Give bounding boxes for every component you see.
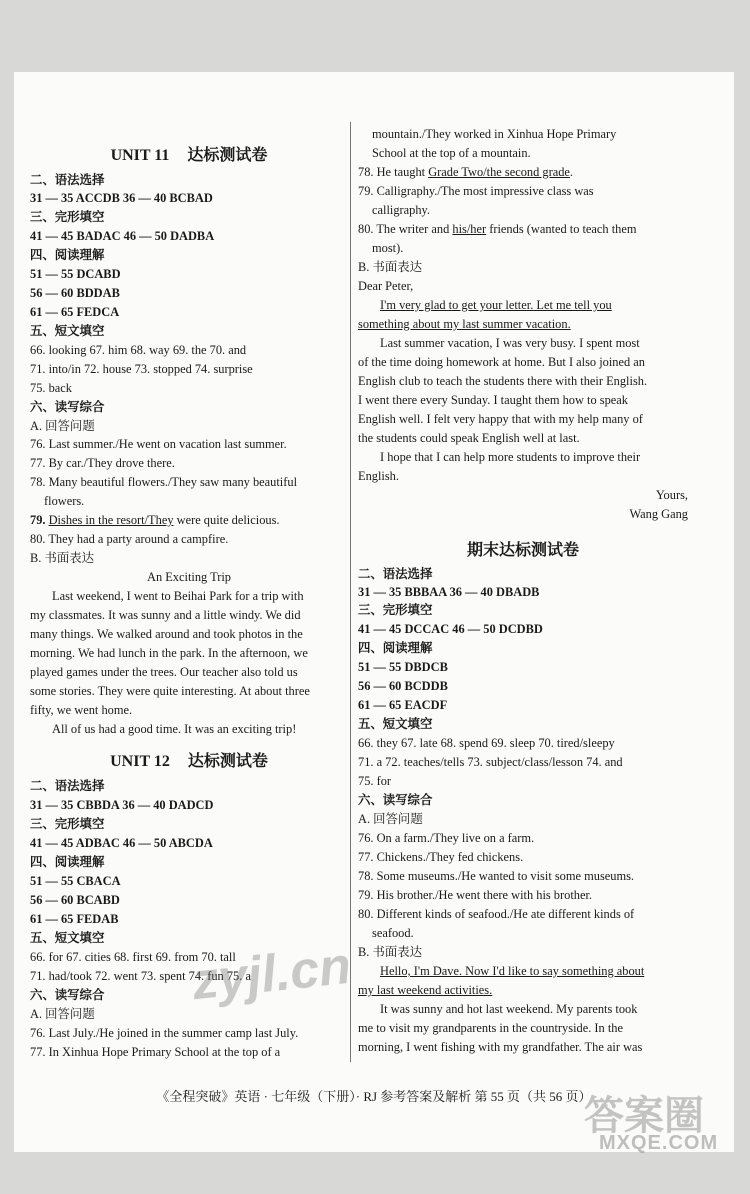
underlined-sentence: my last weekend activities.	[358, 983, 493, 997]
column-divider	[350, 122, 351, 1062]
answer-line: calligraphy.	[372, 203, 431, 217]
answer-text: friends (wanted to teach them	[486, 222, 637, 236]
section-label: 三、完形填空	[30, 210, 105, 224]
answer-line	[358, 221, 637, 237]
answer-text: were quite delicious.	[173, 513, 280, 527]
essay-line: Last weekend, I went to Beihai Park for a trip with	[52, 589, 304, 603]
answer-text: .	[569, 165, 573, 179]
answer-line: 31 — 35 BBBAA 36 — 40 DBADB	[358, 585, 540, 599]
watermark-site: zyjl.cn	[189, 936, 354, 1012]
answer-text: 80. The writer and	[358, 222, 453, 236]
essay-line: me to visit my grandparents in the countryside. In the	[358, 1021, 623, 1035]
section-label: 四、阅读理解	[30, 248, 105, 262]
answer-line: 71. a 72. teaches/tells 73. subject/class/lesson 74. and	[358, 755, 623, 769]
section-label: 三、完形填空	[358, 603, 433, 617]
unit11-heading: UNIT 11 达标测试卷	[110, 147, 268, 164]
subsection-label: A. 回答问题	[30, 419, 95, 433]
answer-line: 56 — 60 BCABD	[30, 893, 120, 907]
section-label: 五、短文填空	[30, 324, 105, 338]
answer-line: 66. for 67. cities 68. first 69. from 70. tall	[30, 950, 236, 964]
answer-line: 75. back	[30, 381, 72, 395]
answer-line: 76. Last July./He joined in the summer camp last July.	[30, 1026, 299, 1040]
answer-line: 61 — 65 FEDCA	[30, 305, 120, 319]
answer-line: 56 — 60 BDDAB	[30, 286, 120, 300]
subsection-label: B. 书面表达	[358, 945, 423, 959]
essay-line: fifty, we went home.	[30, 703, 133, 717]
answer-text: 78. He taught	[358, 165, 429, 179]
letter-line: English well. I felt very happy that with my help many of	[358, 412, 643, 426]
underlined-sentence: I'm very glad to get your letter. Let me tell you	[380, 298, 612, 312]
section-label: 四、阅读理解	[358, 641, 433, 655]
letter-line: Last summer vacation, I was very busy. I spent most	[380, 336, 640, 350]
answer-line: 61 — 65 EACDF	[358, 698, 448, 712]
answer-line: 56 — 60 BCDDB	[358, 679, 448, 693]
answer-line: 41 — 45 DCCAC 46 — 50 DCDBD	[358, 622, 543, 636]
answer-line: 71. into/in 72. house 73. stopped 74. surprise	[30, 362, 253, 376]
answer-line: 77. Chickens./They fed chickens.	[358, 850, 524, 864]
essay-line: morning, I went fishing with my grandfather. The air was	[358, 1040, 643, 1054]
answer-line: 79. His brother./He went there with his brother.	[358, 888, 592, 902]
answer-line: 78. Some museums./He wanted to visit some museums.	[358, 869, 635, 883]
answer-line: School at the top of a mountain.	[372, 146, 531, 160]
answer-line: 79. Calligraphy./The most impressive class was	[358, 184, 594, 198]
essay-line: my classmates. It was sunny and a little windy. We did	[30, 608, 301, 622]
essay-line	[358, 982, 492, 998]
subsection-label: A. 回答问题	[30, 1007, 95, 1021]
essay-line: many things. We walked around and took photos in the	[30, 627, 303, 641]
unit12-heading: UNIT 12 达标测试卷	[110, 753, 268, 770]
section-label: 三、完形填空	[30, 817, 105, 831]
letter-line: English club to teach the students there with their English.	[358, 374, 648, 388]
answer-line: 80. They had a party around a campfire.	[30, 532, 229, 546]
answer-line: 76. Last summer./He went on vacation last summer.	[30, 437, 287, 451]
answer-line: 41 — 45 BADAC 46 — 50 DADBA	[30, 229, 215, 243]
answer-page	[14, 72, 734, 1152]
answer-line: 79. Dishes in the resort/They were quite delicious.	[30, 513, 280, 527]
section-label: 二、语法选择	[30, 173, 105, 187]
answer-line	[358, 164, 573, 180]
answer-line: 80. Different kinds of seafood./He ate different kinds of	[358, 907, 635, 921]
answer-line: 31 — 35 ACCDB 36 — 40 BCBAD	[30, 191, 213, 205]
answer-line: 78. Many beautiful flowers./They saw many beautiful	[30, 475, 298, 489]
essay-line	[358, 963, 644, 979]
answer-line: 51 — 55 DBDCB	[358, 660, 448, 674]
section-label: 二、语法选择	[30, 779, 105, 793]
letter-line: I hope that I can help more students to improve their	[380, 450, 641, 464]
answer-line: 41 — 45 ADBAC 46 — 50 ABCDA	[30, 836, 213, 850]
underlined-sentence: Hello, I'm Dave. Now I'd like to say something about	[380, 964, 645, 978]
letter-line: of the time doing homework at home. But I also joined an	[358, 355, 645, 369]
answer-line: 66. looking 67. him 68. way 69. the 70. and	[30, 343, 247, 357]
essay-line: All of us had a good time. It was an exciting trip!	[52, 722, 297, 736]
essay-line: morning. We had lunch in the park. In the afternoon, we	[30, 646, 308, 660]
section-label: 六、读写综合	[358, 793, 433, 807]
letter-closing: Yours,	[655, 488, 688, 502]
answer-line: 51 — 55 CBACA	[30, 874, 121, 888]
essay-line: played games under the trees. Our teacher also told us	[30, 665, 298, 679]
underlined-answer: his/her	[452, 222, 487, 236]
answer-line: 31 — 35 CBBDA 36 — 40 DADCD	[30, 798, 214, 812]
answer-line: 66. they 67. late 68. spend 69. sleep 70. tired/sleepy	[358, 736, 615, 750]
watermark-logo: 答案圈	[584, 1094, 704, 1138]
letter-line	[358, 316, 571, 332]
section-label: 五、短文填空	[358, 717, 433, 731]
final-exam-heading: 期末达标测试卷	[466, 542, 579, 559]
answer-line: 61 — 65 FEDAB	[30, 912, 119, 926]
page-footer: 《全程突破》英语 · 七年级（下册）· RJ 参考答案及解析 第 55 页（共 56 页）	[156, 1089, 592, 1104]
subsection-label: B. 书面表达	[30, 551, 95, 565]
subsection-label: B. 书面表达	[358, 260, 423, 274]
answer-line: 77. By car./They drove there.	[30, 456, 175, 470]
answer-line: mountain./They worked in Xinhua Hope Primary	[372, 127, 617, 141]
letter-line: English.	[358, 469, 399, 483]
watermark-domain: MXQE.COM	[599, 1132, 719, 1154]
essay-title: An Exciting Trip	[147, 570, 231, 584]
letter-signature: Wang Gang	[629, 507, 688, 521]
subsection-label: A. 回答问题	[358, 812, 423, 826]
underlined-sentence: something about my last summer vacation.	[358, 317, 571, 331]
answer-line: most).	[372, 241, 404, 255]
letter-line: I went there every Sunday. I taught them how to speak	[358, 393, 628, 407]
section-label: 五、短文填空	[30, 931, 105, 945]
answer-line: flowers.	[44, 494, 85, 508]
answer-line: 76. On a farm./They live on a farm.	[358, 831, 535, 845]
section-label: 六、读写综合	[30, 988, 105, 1002]
answer-line: seafood.	[372, 926, 414, 940]
section-label: 四、阅读理解	[30, 855, 105, 869]
essay-line: some stories. They were quite interesting. At about three	[30, 684, 310, 698]
answer-line: 51 — 55 DCABD	[30, 267, 121, 281]
answer-line: 75. for	[358, 774, 392, 788]
section-label: 六、读写综合	[30, 400, 105, 414]
letter-line	[358, 297, 612, 313]
essay-line: It was sunny and hot last weekend. My parents took	[380, 1002, 638, 1016]
letter-line: the students could speak English well at last.	[358, 431, 580, 445]
underlined-answer: Dishes in the resort/They	[48, 513, 174, 527]
answer-line: 71. had/took 72. went 73. spent 74. fun 75. a	[30, 969, 251, 983]
underlined-answer: Grade Two/the second grade	[428, 165, 570, 179]
section-label: 二、语法选择	[358, 567, 433, 581]
letter-greeting: Dear Peter,	[358, 279, 414, 293]
answer-line: 77. In Xinhua Hope Primary School at the top of a	[30, 1045, 281, 1059]
